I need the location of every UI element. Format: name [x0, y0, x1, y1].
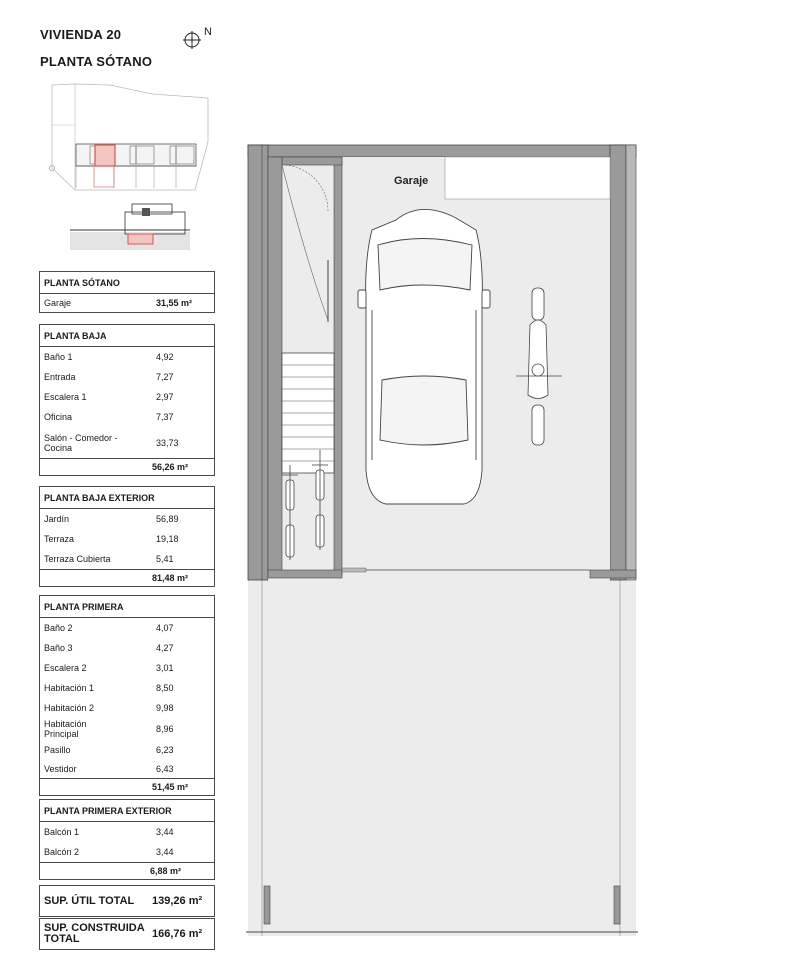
room-name: Balcón 1: [44, 827, 80, 837]
table-total: 51,45 m²: [40, 778, 214, 795]
summary-util: [39, 885, 215, 917]
table-row: [40, 407, 214, 427]
house-title: VIVIENDA 20: [40, 27, 122, 42]
room-name: Vestidor: [44, 764, 77, 774]
north-label: N: [204, 26, 212, 38]
room-area: 19,18: [156, 534, 179, 544]
summary-util-value: 139,26 m²: [152, 895, 203, 907]
table-title: PLANTA PRIMERA EXTERIOR: [40, 800, 214, 822]
room-name: Entrada: [44, 372, 76, 382]
floor-title: PLANTA SÓTANO: [40, 54, 153, 69]
table-title: PLANTA BAJA EXTERIOR: [40, 487, 214, 509]
room-area: 8,50: [156, 683, 174, 693]
table-title: PLANTA PRIMERA: [40, 596, 214, 618]
key-plan: [40, 80, 216, 255]
room-area: 3,44: [156, 827, 174, 837]
summary-util-label: SUP. ÚTIL TOTAL: [44, 894, 135, 907]
room-name: Pasillo: [44, 745, 71, 755]
room-name: Terraza Cubierta: [44, 554, 111, 564]
table-planta-baja: [39, 324, 215, 476]
table-row: [40, 618, 214, 638]
floor-plan: [246, 140, 638, 936]
summary-construida: [39, 918, 215, 950]
table-row: [40, 529, 214, 549]
room-name: Jardín: [44, 514, 70, 524]
summary-construida-value: 166,76 m²: [152, 928, 203, 940]
table-row: [40, 678, 214, 698]
room-name: Habitación 2: [44, 703, 95, 713]
room-area: 7,37: [156, 412, 174, 422]
room-name: Escalera 1: [44, 392, 87, 402]
room-name: Balcón 2: [44, 847, 80, 857]
room-area: 31,55 m²: [156, 298, 193, 308]
table-row: [40, 549, 214, 569]
room-name: Habitación Principal: [44, 719, 87, 739]
room-area: 4,92: [156, 352, 174, 362]
table-row: [40, 347, 214, 367]
east-wall: [610, 145, 626, 580]
room-name: Habitación 1: [44, 683, 95, 693]
room-name: Baño 1: [44, 352, 73, 362]
car-icon: [358, 209, 490, 504]
room-name: Baño 3: [44, 643, 73, 653]
room-name: Escalera 2: [44, 663, 87, 673]
table-row: [40, 427, 214, 458]
table-row: [40, 760, 214, 778]
room-name: Salón - Comedor - Cocina: [44, 432, 118, 453]
table-row: [40, 842, 214, 862]
room-name: Baño 2: [44, 623, 73, 633]
table-planta-baja-exterior: [39, 486, 215, 587]
room-area: 6,23: [156, 745, 174, 755]
table-row: [40, 387, 214, 407]
room-area: 56,89: [156, 514, 179, 524]
room-area: 4,27: [156, 643, 174, 653]
table-row: [40, 638, 214, 658]
room-area: 6,43: [156, 764, 174, 774]
table-planta-primera-exterior: [39, 799, 215, 880]
room-area: 7,27: [156, 372, 174, 382]
exterior-area: [248, 580, 636, 936]
room-area: 5,41: [156, 554, 174, 564]
summary-construida-label: SUP. CONSTRUIDA TOTAL: [44, 922, 145, 945]
room-name: Garaje: [44, 298, 72, 308]
table-title: PLANTA SÓTANO: [40, 272, 214, 294]
room-name: Oficina: [44, 412, 73, 422]
room-area: 33,73: [156, 437, 179, 448]
room-area: 9,98: [156, 703, 174, 713]
table-row: [40, 822, 214, 842]
room-area: 3,01: [156, 663, 174, 673]
west-wall: [248, 145, 268, 580]
north-arrow-icon: [183, 24, 217, 50]
table-row: [40, 294, 214, 312]
table-total: 6,88 m²: [40, 862, 214, 879]
table-row: [40, 509, 214, 529]
room-area: 3,44: [156, 847, 174, 857]
table-row: [40, 658, 214, 678]
table-title: PLANTA BAJA: [40, 325, 214, 347]
room-area: 2,97: [156, 392, 174, 402]
table-row: [40, 698, 214, 718]
table-total: 81,48 m²: [40, 569, 214, 586]
room-label-garaje: Garaje: [394, 175, 429, 187]
north-wall: [248, 145, 636, 157]
table-row: [40, 718, 214, 740]
table-row: [40, 367, 214, 387]
room-name: Terraza: [44, 534, 75, 544]
room-area: 4,07: [156, 623, 174, 633]
table-planta-sotano: [39, 271, 215, 313]
table-planta-primera: [39, 595, 215, 796]
room-area: 8,96: [156, 724, 174, 734]
table-row: [40, 740, 214, 760]
table-total: 56,26 m²: [40, 458, 214, 475]
